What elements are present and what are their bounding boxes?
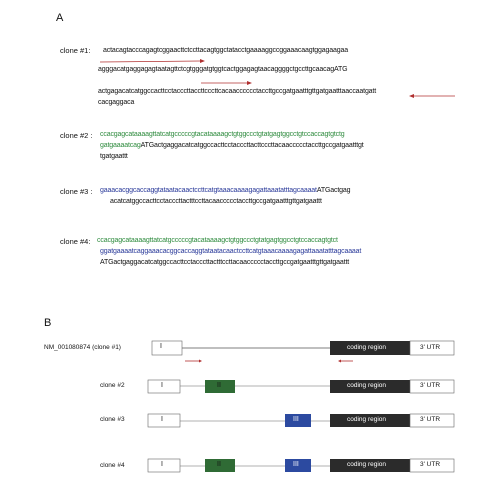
row2-exon-ii-label: II [217, 382, 221, 389]
clone1-seq-line2: agggacatgaggagagtaatagttctcgtgggatgtggtcactggagagtaacaggggctgccttgcaacagATG [98, 66, 348, 73]
row1-coding-label: coding region [347, 344, 387, 351]
clone4-seq-line3: ATGactgaggacatcatggccacttcctacccttactttccttacaaccccctaccttgccgatgaatttgttgatgaattt [100, 259, 350, 266]
exon-i-box [148, 380, 180, 393]
row4-exon-iii-label: III [293, 461, 299, 468]
row4-exon-i-label: I [161, 461, 163, 468]
clone1-seq-line1: actacagtacccagagtcggaacttctccttacagtggctatacctgaaaaggccggaaacaagtggagaagaa [103, 47, 348, 54]
clone2-seq-line2-exon: gatgaaaatcag [100, 142, 141, 149]
clone1-seq-line4: cacgaggaca [98, 99, 135, 106]
clone2-label: clone #2 : [60, 131, 93, 140]
exon-i-box [148, 459, 180, 472]
row1-utr-label: 3' UTR [420, 344, 441, 351]
clone2-seq-line3: tgatgaattt [100, 153, 128, 160]
row3-exon-iii-label: III [293, 416, 299, 423]
row4-utr-label: 3' UTR [420, 461, 441, 468]
forward-primer-marker [199, 360, 202, 363]
row4-label: clone #4 [100, 462, 125, 469]
clone4-seq-line2: ggatgaaaatcaggaaacacggcaccaggtataatacaactccttcatgtaaacaaaagagattaaatatttagcaaaat [100, 248, 362, 255]
gene-model-row3 [148, 414, 454, 427]
clone2-seq-line1: ccacgagcataaaagttatcatgcccccgtacataaaagctgtggccctgtatgagtggcctgtccaccagtgtctg [100, 131, 345, 138]
row3-label: clone #3 [100, 416, 125, 423]
row4-exon-ii-label: II [217, 461, 221, 468]
primer-arrows-sequence [100, 59, 455, 98]
row2-coding-label: coding region [347, 382, 387, 389]
exon-i-box [148, 414, 180, 427]
forward-primer2-arrowhead [247, 81, 252, 85]
row2-exon-i-label: I [161, 382, 163, 389]
reverse-primer-arrowhead [409, 94, 414, 98]
clone3-label: clone #3 : [60, 187, 93, 196]
gene-model-row1 [152, 341, 454, 363]
row4-coding-label: coding region [347, 461, 387, 468]
clone2-seq-line2-coding: ATGactgaggacatcatggccacttcctacccttacttcccttacaaccccctaccttgccgatgaatttgt [140, 142, 364, 149]
clone4-label: clone #4: [60, 237, 91, 246]
gene-model-row2 [148, 380, 454, 393]
clone1-label: clone #1: [60, 46, 91, 55]
clone3-seq-line1-coding: ATGactgag [316, 187, 351, 194]
clone3-seq-line2: acatcatggccacttcctacccttactttccttacaaccccctaccttgccgatgaatttgttgatgaattt [110, 198, 322, 205]
row3-utr-label: 3' UTR [420, 416, 441, 423]
row2-label: clone #2 [100, 382, 125, 389]
row3-exon-i-label: I [161, 416, 163, 423]
clone3-seq-line1-exon: gaaacacggcaccaggtataatacaactccttcatgtaaacaaaagagattaaatatttagcaaaat [100, 187, 317, 194]
forward-primer-arrow [100, 61, 200, 62]
reverse-primer-marker [338, 360, 341, 363]
panel-b-label: B [44, 317, 52, 329]
gene-model-row4 [148, 459, 454, 472]
row1-exon-i-label: I [160, 343, 162, 350]
clone1-seq-line3: actgagacatcatggccacttcctacccttaccttcccttcacaacccccctaccttgccgatgaatttgttgatgaatttaaccaatgatt [98, 88, 377, 95]
exon-i-box [152, 341, 182, 355]
forward-primer-arrowhead [200, 59, 205, 63]
row1-label: NM_001080874 (clone #1) [44, 344, 121, 351]
clone4-seq-line1: ccacgagcataaaagttatcatgcccccgtacataaaagctgtggccctgtatgagtggcctgtccaccagtgtct [97, 237, 338, 244]
row2-utr-label: 3' UTR [420, 382, 441, 389]
row3-coding-label: coding region [347, 416, 387, 423]
panel-a-label: A [56, 12, 64, 24]
